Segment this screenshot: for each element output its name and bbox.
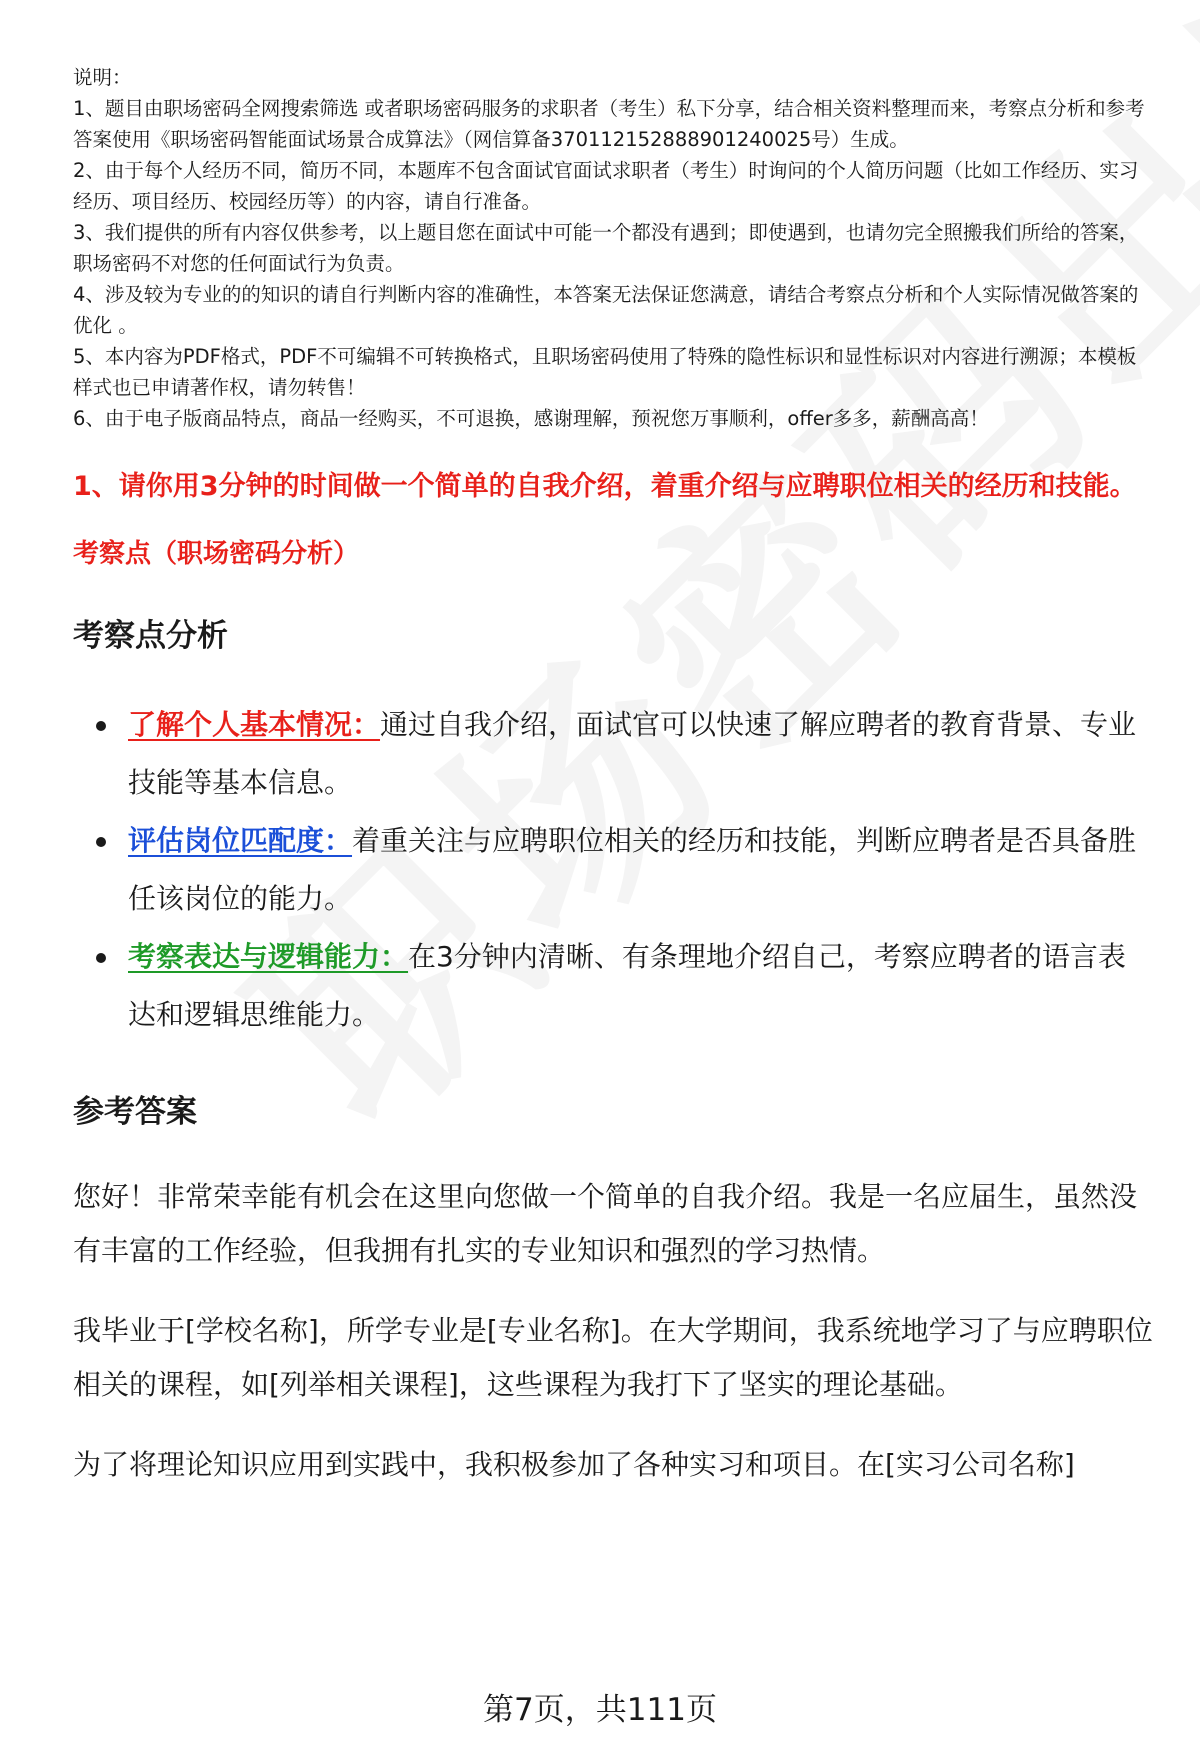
question-title: 1、请你用3分钟的时间做一个简单的自我介绍，着重介绍与应聘职位相关的经历和技能。 xyxy=(73,471,1137,502)
notes-item: 1、题目由职场密码全网搜索筛选 或者职场密码服务的求职者（考生）私下分享，结合相关资料整理而来，考察点分析和参考答案使用《职场密码智能面试场景合成算法》（网信算备370112152888901240025号）生成。 xyxy=(73,97,1145,151)
page-number: 第7页，共111页 xyxy=(483,1692,717,1728)
notes-item: 5、本内容为PDF格式，PDF不可编辑不可转换格式，且职场密码使用了特殊的隐性标识和显性标识对内容进行溯源；本模板样式也已申请著作权，请勿转售！ xyxy=(73,345,1137,399)
analysis-point-key: 评估岗位匹配度： xyxy=(128,824,353,857)
analysis-point xyxy=(128,696,1153,812)
notes-item: 3、我们提供的所有内容仅供参考，以上题目您在面试中可能一个都没有遇到；即使遇到，也请勿完全照搬我们所给的答案，职场密码不对您的任何面试行为负责。 xyxy=(73,221,1139,275)
answer-body xyxy=(73,1170,1153,1492)
notes-item: 6、由于电子版商品特点，商品一经购买，不可退换，感谢理解，预祝您万事顺利，offer多多，薪酬高高！ xyxy=(73,407,989,430)
bullet-icon xyxy=(96,837,106,847)
analysis-point xyxy=(128,812,1153,928)
analysis-point-key: 了解个人基本情况： xyxy=(128,708,381,741)
analysis-point xyxy=(128,928,1153,1044)
answer-paragraph: 为了将理论知识应用到实践中，我积极参加了各种实习和项目。在[实习公司名称] xyxy=(73,1448,1075,1481)
notes-section xyxy=(73,62,1153,434)
bullet-icon xyxy=(96,721,106,731)
notes-item: 4、涉及较为专业的的知识的请自行判断内容的准确性，本答案无法保证您满意，请结合考察点分析和个人实际情况做答案的优化 。 xyxy=(73,283,1139,337)
analysis-point-text: 在3分钟内清晰、有条理地介绍自己，考察应聘者的语言表达和逻辑思维能力。 xyxy=(128,940,1126,1031)
answer-heading: 参考答案 xyxy=(73,1094,197,1130)
bullet-icon xyxy=(96,953,106,963)
answer-paragraph: 我毕业于[学校名称]，所学专业是[专业名称]。在大学期间，我系统地学习了与应聘职位相关的课程，如[列举相关课程]，这些课程为我打下了坚实的理论基础。 xyxy=(73,1314,1153,1401)
analysis-points xyxy=(73,696,1153,1044)
analysis-point-text: 通过自我介绍，面试官可以快速了解应聘者的教育背景、专业技能等基本信息。 xyxy=(128,708,1137,799)
notes-item: 2、由于每个人经历不同，简历不同，本题库不包含面试官面试求职者（考生）时询问的个人简历问题（比如工作经历、实习经历、项目经历、校园经历等）的内容，请自行准备。 xyxy=(73,159,1139,213)
page-content xyxy=(73,62,1153,1492)
answer-paragraph: 您好！非常荣幸能有机会在这里向您做一个简单的自我介绍。我是一名应届生，虽然没有丰富的工作经验，但我拥有扎实的专业知识和强烈的学习热情。 xyxy=(73,1180,1138,1267)
analysis-label: 考察点（职场密码分析） xyxy=(73,539,360,569)
notes-heading: 说明： xyxy=(73,66,132,89)
analysis-point-key: 考察表达与逻辑能力： xyxy=(128,940,409,973)
analysis-point-text: 着重关注与应聘职位相关的经历和技能，判断应聘者是否具备胜任该岗位的能力。 xyxy=(128,824,1137,915)
analysis-heading: 考察点分析 xyxy=(73,618,228,654)
